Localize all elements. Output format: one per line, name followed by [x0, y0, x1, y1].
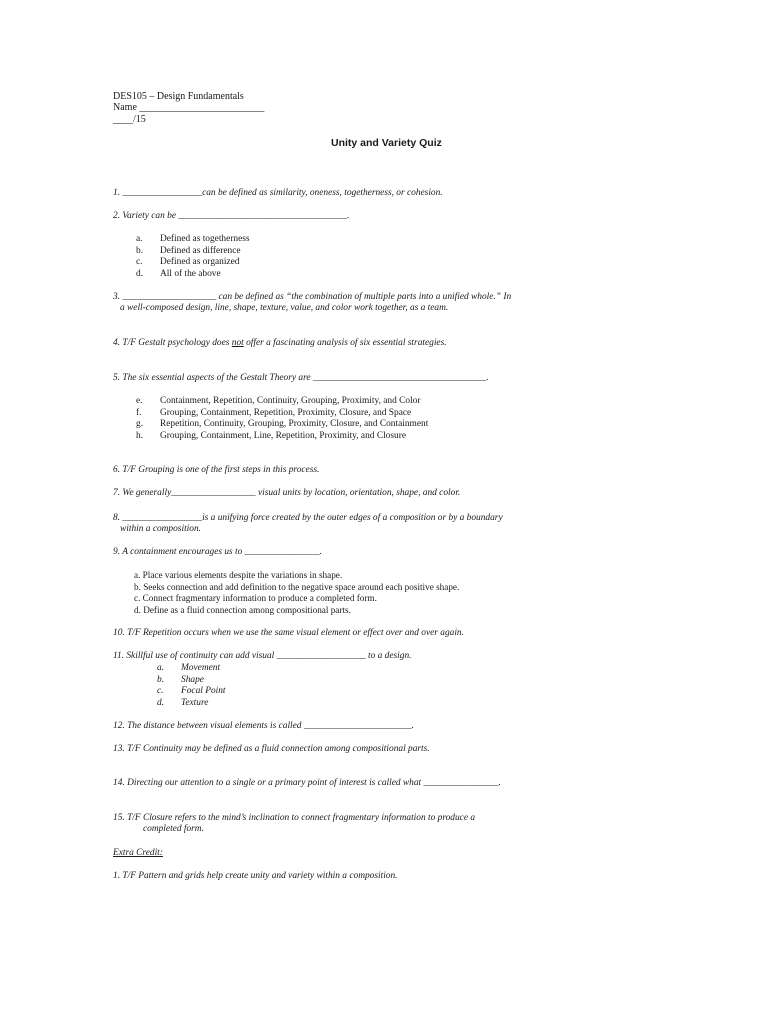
- question-5: 5. The six essential aspects of the Gestalt Theory are _____________________________________.: [113, 373, 489, 383]
- list-item: g. Repetition, Continuity, Grouping, Proximity, Closure, and Containment: [136, 419, 429, 430]
- course-title: DES105 – Design Fundamentals: [113, 91, 244, 102]
- question-11-options: [157, 663, 226, 709]
- question-15-line-2: completed form.: [143, 824, 204, 834]
- list-item: b. Seeks connection and add definition to the negative space around each positive shape.: [134, 581, 460, 592]
- list-item: c. Connect fragmentary information to produce a completed form.: [134, 593, 377, 604]
- question-8-line-1: 8. _________________is a unifying force created by the outer edges of a composition or by a boundary: [113, 513, 503, 523]
- question-8-line-2: within a composition.: [120, 524, 201, 534]
- question-14: 14. Directing our attention to a single or a primary point of interest is called what ________________.: [113, 778, 501, 788]
- emphasis-not: not: [231, 338, 244, 348]
- question-10: 10. T/F Repetition occurs when we use the same visual element or effect over and over again.: [113, 628, 464, 638]
- list-item: a. Movement: [157, 663, 221, 673]
- list-item: e. Containment, Repetition, Continuity, Grouping, Proximity, and Color: [136, 396, 421, 406]
- page-title: Unity and Variety Quiz: [331, 137, 442, 149]
- question-12: 12. The distance between visual elements is called _______________________.: [113, 721, 414, 731]
- list-item: d. Texture: [157, 697, 209, 708]
- question-9: 9. A containment encourages us to ________________.: [113, 547, 323, 557]
- name-line: Name _________________________: [113, 102, 265, 113]
- question-15-line-1: 15. T/F Closure refers to the mind’s inclination to connect fragmentary information to produce a: [113, 813, 476, 823]
- list-item: a. Place various elements despite the variations in shape.: [134, 570, 343, 580]
- question-5-options: [136, 396, 428, 442]
- question-1: 1. _________________can be defined as similarity, oneness, togetherness, or cohesion.: [113, 188, 443, 198]
- question-6: 6. T/F Grouping is one of the first steps in this process.: [113, 465, 320, 475]
- question-11: 11. Skillful use of continuity can add visual ___________________ to a design.: [113, 651, 412, 661]
- list-item: d. Define as a fluid connection among compositional parts.: [134, 604, 351, 615]
- question-9-options: [134, 570, 459, 616]
- list-item: b. Defined as difference: [136, 245, 241, 256]
- list-item: d. All of the above: [136, 268, 221, 279]
- list-item: h. Grouping, Containment, Line, Repetition, Proximity, and Closure: [136, 430, 406, 441]
- extra-credit-heading: Extra Credit:: [113, 848, 163, 858]
- question-3-line-2: a well-composed design, line, shape, texture, value, and color work together, as a team.: [120, 303, 449, 313]
- score-line: ____/15: [113, 114, 146, 125]
- question-13: 13. T/F Continuity may be defined as a fluid connection among compositional parts.: [113, 744, 430, 754]
- question-4: 4. T/F Gestalt psychology does not offer a fascinating analysis of six essential strategies.: [113, 338, 447, 348]
- question-7: 7. We generally__________________ visual units by location, orientation, shape, and color.: [113, 488, 461, 498]
- question-2: 2. Variety can be ____________________________________.: [113, 211, 350, 221]
- list-item: b. Shape: [157, 674, 204, 685]
- extra-credit-question-1: 1. T/F Pattern and grids help create unity and variety within a composition.: [113, 871, 398, 881]
- list-item: c. Focal Point: [157, 686, 226, 697]
- list-item: c. Defined as organized: [136, 257, 240, 268]
- question-2-options: [136, 234, 250, 280]
- question-3-line-1: 3. ____________________ can be defined as “the combination of multiple parts into a unified whole.” In: [113, 292, 512, 302]
- list-item: f. Grouping, Containment, Repetition, Proximity, Closure, and Space: [136, 407, 412, 418]
- list-item: a. Defined as togetherness: [136, 234, 250, 244]
